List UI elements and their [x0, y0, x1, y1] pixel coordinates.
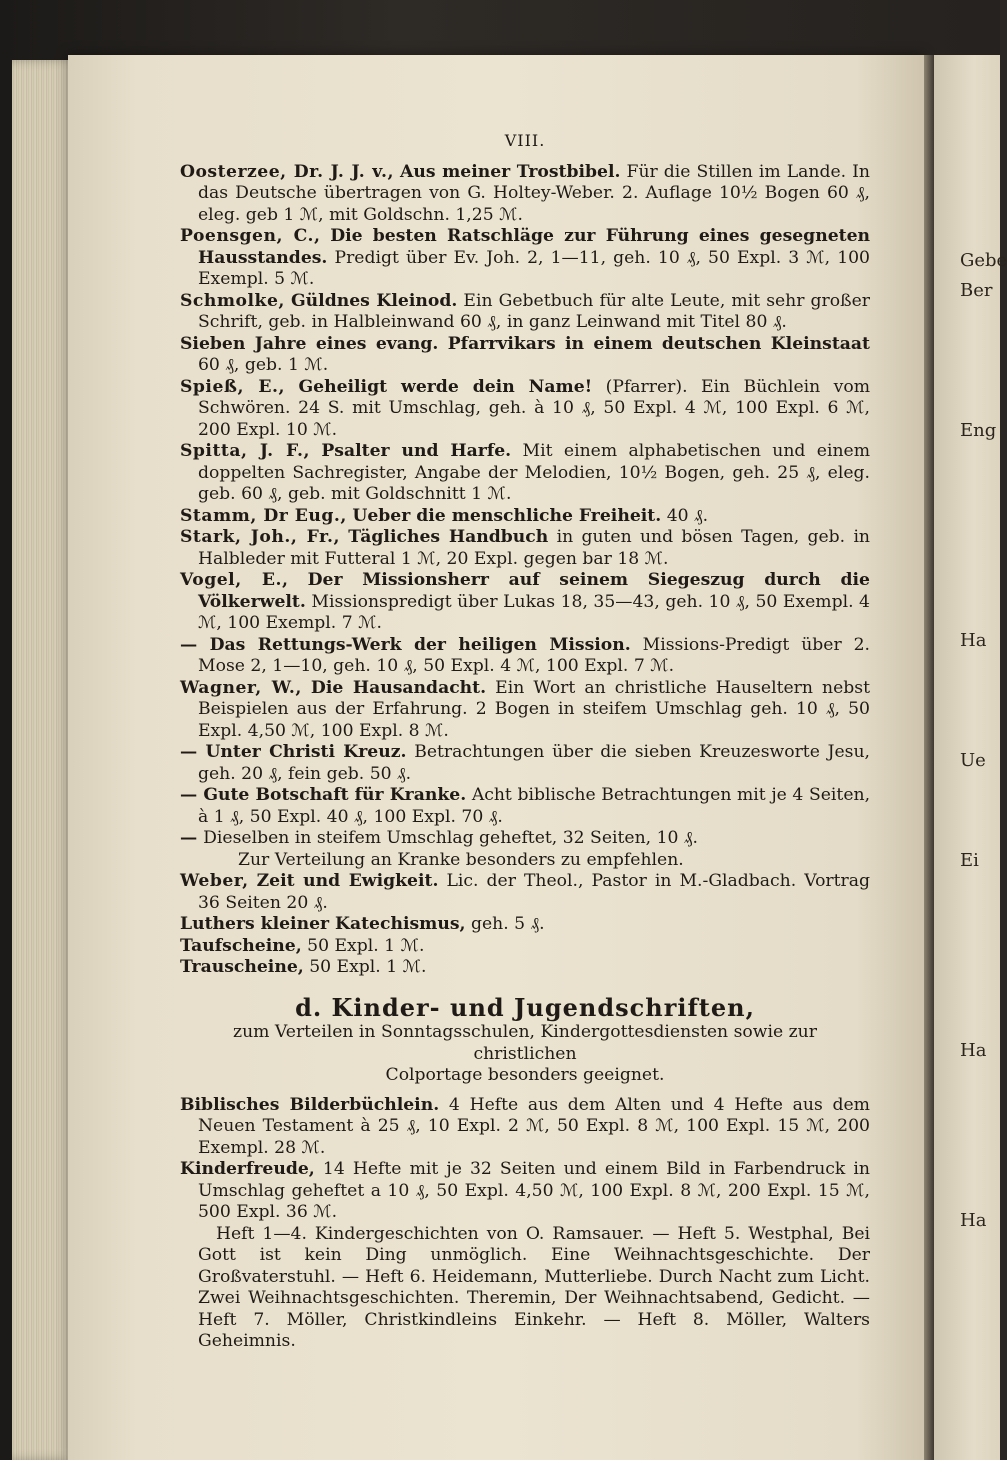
entry-description: Predigt über Ev. Joh. 2, 1—11, geh. 10 ₰, 50 Expl. 3 ℳ, 100 Exempl. 5 ℳ.	[198, 247, 870, 289]
entry-title: Biblisches Bilderbüchlein.	[180, 1094, 440, 1115]
catalog-entry	[180, 527, 870, 570]
facing-fragment: Ue	[960, 750, 986, 771]
catalog-entry	[180, 291, 870, 334]
entry-description: 50 Expl. 1 ℳ.	[309, 957, 427, 977]
entry-description: 4 Hefte aus dem Alten und 4 Hefte aus dem Neuen Testament à 25 ₰, 10 Expl. 2 ℳ, 50 Expl. 8 ℳ, 100 Expl. 15 ℳ, 200 Exempl. 28 ℳ.	[198, 1094, 870, 1158]
catalog-entries-mid	[180, 871, 870, 979]
catalog-entry	[180, 570, 870, 635]
entry-author: Spieß, E.,	[180, 376, 285, 397]
entry-description: 14 Hefte mit je 32 Seiten und einem Bild in Farbendruck in Umschlag geheftet a 10 ₰, 50 Expl. 4,50 ℳ, 100 Expl. 8 ℳ, 200 Expl. 15 ℳ, 500 Expl. 36 ℳ.	[198, 1159, 871, 1222]
facing-fragment: Ha	[960, 630, 987, 651]
entry-description: in guten und bösen Tagen, geb. in Halbleder mit Futteral 1 ℳ, 20 Expl. gegen bar 18 ℳ.	[198, 527, 871, 569]
facing-fragment: Gebe	[960, 250, 1007, 271]
note-line: Zur Verteilung an Kranke besonders zu empfehlen.	[238, 849, 684, 870]
section-subtitle-line: Colportage besonders geeignet.	[385, 1065, 665, 1085]
catalog-entry	[180, 506, 870, 528]
entry-description: (Pfarrer). Ein Büchlein vom Schwören. 24 S. mit Umschlag, geh. à 10 ₰, 50 Expl. 4 ℳ, 100 Expl. 6 ℳ, 200 Expl. 10 ℳ.	[198, 376, 871, 440]
entry-description: geh. 5 ₰.	[470, 914, 545, 934]
catalog-entry	[180, 957, 870, 979]
entry-author: Vogel, E.,	[180, 570, 289, 590]
entry-author: —	[180, 828, 198, 848]
catalog-entries-bottom	[180, 1095, 870, 1224]
facing-page-text-fragments	[960, 150, 1007, 1350]
catalog-entries-top	[180, 162, 870, 850]
book-gutter	[924, 55, 934, 1460]
entry-description: Lic. der Theol., Pastor in M.-Gladbach. Vortrag 36 Seiten 20 ₰.	[198, 871, 871, 913]
entry-description: Missionspredigt über Lukas 18, 35—43, geh. 10 ₰, 50 Exempl. 4 ℳ, 100 Exempl. 7 ℳ.	[198, 591, 870, 633]
page-number: VIII.	[504, 131, 546, 150]
entry-title: Luthers kleiner Katechismus,	[180, 914, 466, 934]
entry-author: Oosterzee, Dr. J. J. v.,	[180, 161, 395, 182]
entry-author: Spitta, J. F.,	[180, 441, 310, 461]
catalog-entry	[180, 1095, 870, 1160]
entry-title: Güldnes Kleinod.	[290, 290, 458, 311]
catalog-entry	[180, 334, 870, 377]
entry-title: Psalter und Harfe.	[321, 441, 512, 461]
entry-title: Zeit und Ewigkeit.	[256, 871, 439, 891]
catalog-entry	[180, 936, 870, 958]
catalog-entry	[180, 914, 870, 936]
entry-title: Sieben Jahre eines evang. Pfarrvikars in einem deutschen Kleinstaat	[180, 333, 870, 354]
entry-description: Für die Stillen im Lande. In das Deutsche übertragen von G. Holtey-Weber. 2. Auflage 10½ Bogen 60 ₰, eleg. geb 1 ℳ, mit Goldschn. 1,25 ℳ.	[198, 161, 870, 225]
entry-description: Ein Gebetbuch für alte Leute, mit sehr großer Schrift, geb. in Halbleinwand 60 ₰, in ganz Leinwand mit Titel 80 ₰.	[198, 290, 870, 332]
entry-author: Schmolke,	[180, 290, 285, 311]
entry-title: Taufscheine,	[180, 935, 302, 956]
entry-title: Tägliches Handbuch	[348, 527, 549, 547]
entry-title: Trauscheine,	[180, 957, 304, 977]
entry-description: Dieselben in steifem Umschlag geheftet, 32 Seiten, 10 ₰.	[203, 828, 698, 848]
entry-author: Weber,	[180, 871, 249, 891]
entry-description: 40 ₰.	[666, 505, 709, 526]
catalog-entry	[180, 377, 870, 442]
entry-description: 50 Expl. 1 ℳ.	[307, 935, 425, 956]
entry-title: Das Rettungs-Werk der heiligen Mission.	[209, 634, 631, 655]
entry-description: 60 ₰, geb. 1 ℳ.	[198, 355, 329, 375]
entry-author: Stamm, Dr Eug.,	[180, 505, 347, 526]
section-subtitle-line: zum Verteilen in Sonntagsschulen, Kindergottesdiensten sowie zur christlichen	[233, 1022, 817, 1064]
entry-description: Mit einem alphabetischen und einem doppelten Sachregister, Angabe der Melodien, 10½ Bogen, geh. 25 ₰, eleg. geb. 60 ₰, geb. mit Goldschnitt 1 ℳ.	[198, 441, 871, 504]
entry-author: Poensgen, C.,	[180, 226, 321, 246]
entry-title: Geheiligt werde dein Name!	[298, 376, 593, 397]
catalog-entry	[180, 828, 870, 850]
section-subtitle	[180, 1022, 870, 1087]
entry-title: Kinderfreude,	[180, 1159, 315, 1179]
catalog-entry	[180, 742, 870, 785]
entry-title: Unter Christi Kreuz.	[205, 742, 407, 762]
contents-paragraph: Heft 1—4. Kindergeschichten von O. Ramsauer. — Heft 5. Westphal, Bei Gott ist kein Ding unmöglich. Eine Weihnachtsgeschichte. Der Großvaterstuhl. — Heft 6. Heidemann, Mutterliebe. Durch Nacht zum Licht. Zwei Weihnachtsgeschichten. Theremin, Der Weihnachtsabend, Gedicht. — Heft 7. Möller, Christkindleins Einkehr. — Heft 8. Möller, Walters Geheimnis.	[198, 1223, 870, 1351]
entry-title: Die Hausandacht.	[310, 677, 487, 698]
entry-description: Ein Wort an christliche Hauseltern nebst Beispielen aus der Erfahrung. 2 Bogen in steifem Umschlag geh. 10 ₰, 50 Expl. 4,50 ℳ, 100 Expl. 8 ℳ.	[198, 677, 870, 741]
catalog-entry	[180, 871, 870, 914]
entry-title: Ueber die menschliche Freiheit.	[352, 505, 662, 526]
page-text	[180, 130, 870, 1353]
entry-title: Die besten Ratschläge zur Führung eines gesegneten Hausstandes.	[198, 226, 871, 268]
entry-title: Gute Botschaft für Kranke.	[203, 785, 467, 805]
entry-title: Der Missionsherr auf seinem Siegeszug durch die Völkerwelt.	[198, 570, 870, 612]
facing-fragment: Eng	[960, 420, 997, 441]
entry-author: —	[180, 634, 198, 655]
entry-author: Wagner, W.,	[180, 677, 302, 698]
entry-description: Betrachtungen über die sieben Kreuzesworte Jesu, geh. 20 ₰, fein geb. 50 ₰.	[198, 742, 871, 784]
catalog-entry	[180, 226, 870, 291]
catalog-entry	[180, 1159, 870, 1224]
facing-fragment: Ber	[960, 280, 993, 301]
section-heading: d. Kinder- und Jugendschriften,	[295, 992, 755, 1022]
entry-title: Aus meiner Trostbibel.	[400, 161, 621, 182]
facing-fragment: Ha	[960, 1040, 987, 1061]
entry-author: —	[180, 742, 198, 762]
entry-author: Stark, Joh., Fr.,	[180, 527, 340, 547]
entry-description: Missions-Predigt über 2. Mose 2, 1—10, geh. 10 ₰, 50 Expl. 4 ℳ, 100 Expl. 7 ℳ.	[198, 634, 870, 676]
catalog-entry	[180, 635, 870, 678]
catalog-entry	[180, 162, 870, 227]
facing-fragment: Ei	[960, 850, 979, 871]
catalog-entry	[180, 441, 870, 506]
facing-fragment: Ha	[960, 1210, 987, 1231]
catalog-entry	[180, 785, 870, 828]
catalog-entry	[180, 678, 870, 743]
entry-description: Acht biblische Betrachtungen mit je 4 Seiten, à 1 ₰, 50 Expl. 40 ₰, 100 Expl. 70 ₰.	[198, 785, 871, 827]
entry-author: —	[180, 785, 198, 805]
